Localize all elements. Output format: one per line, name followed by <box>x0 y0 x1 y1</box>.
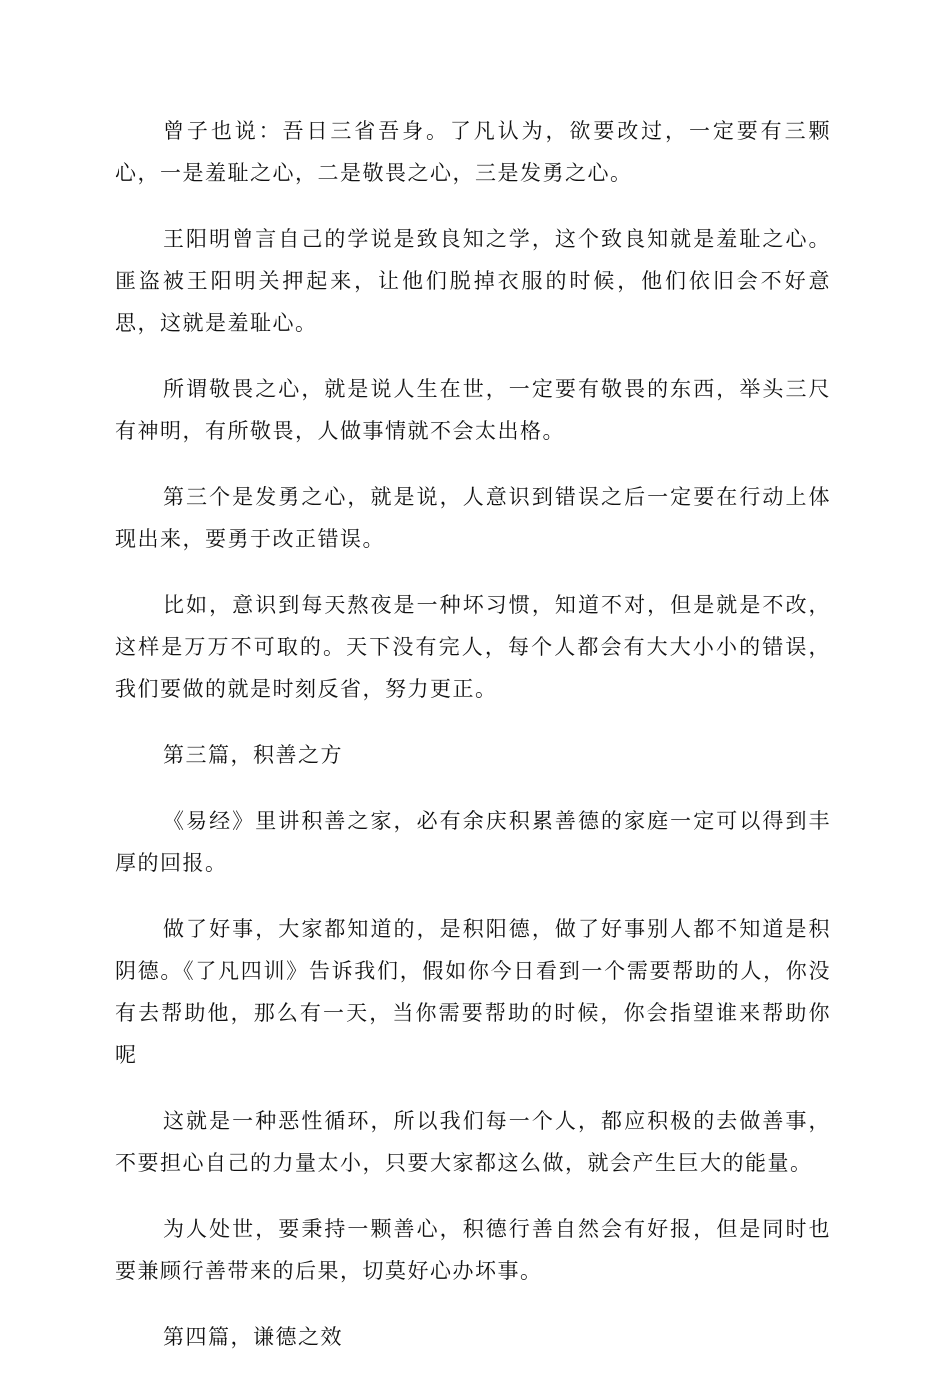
paragraph-8: 这就是一种恶性循环，所以我们每一个人，都应积极的去做善事，不要担心自己的力量太小，只要大家都这么做，就会产生巨大的能量。 <box>115 1109 831 1175</box>
paragraph-2: 王阳明曾言自己的学说是致良知之学，这个致良知就是羞耻之心。匪盗被王阳明关押起来，让他们脱掉衣服的时候，他们依旧会不好意思，这就是羞耻心。 <box>115 227 831 335</box>
section-heading-3: 第三篇，积善之方 <box>163 743 343 767</box>
section-heading-4: 第四篇，谦德之效 <box>163 1325 343 1349</box>
paragraph-6: 《易经》里讲积善之家，必有余庆积累善德的家庭一定可以得到丰厚的回报。 <box>115 809 831 875</box>
paragraph-4: 第三个是发勇之心，就是说，人意识到错误之后一定要在行动上体现出来，要勇于改正错误。 <box>115 485 831 551</box>
document-body <box>115 110 831 1382</box>
paragraph-5: 比如，意识到每天熬夜是一种坏习惯，知道不对，但是就是不改，这样是万万不可取的。天下没有完人，每个人都会有大大小小的错误，我们要做的就是时刻反省，努力更正。 <box>115 593 831 701</box>
paragraph-3: 所谓敬畏之心，就是说人生在世，一定要有敬畏的东西，举头三尺有神明，有所敬畏，人做事情就不会太出格。 <box>115 377 831 443</box>
paragraph-9: 为人处世，要秉持一颗善心，积德行善自然会有好报，但是同时也要兼顾行善带来的后果，切莫好心办坏事。 <box>115 1217 831 1283</box>
paragraph-1: 曾子也说：吾日三省吾身。了凡认为，欲要改过，一定要有三颗心，一是羞耻之心，二是敬畏之心，三是发勇之心。 <box>115 119 831 185</box>
paragraph-7: 做了好事，大家都知道的，是积阳德，做了好事别人都不知道是积阴德。《了凡四训》告诉我们，假如你今日看到一个需要帮助的人，你没有去帮助他，那么有一天，当你需要帮助的时候，你会指望谁来帮助你呢 <box>115 917 831 1067</box>
